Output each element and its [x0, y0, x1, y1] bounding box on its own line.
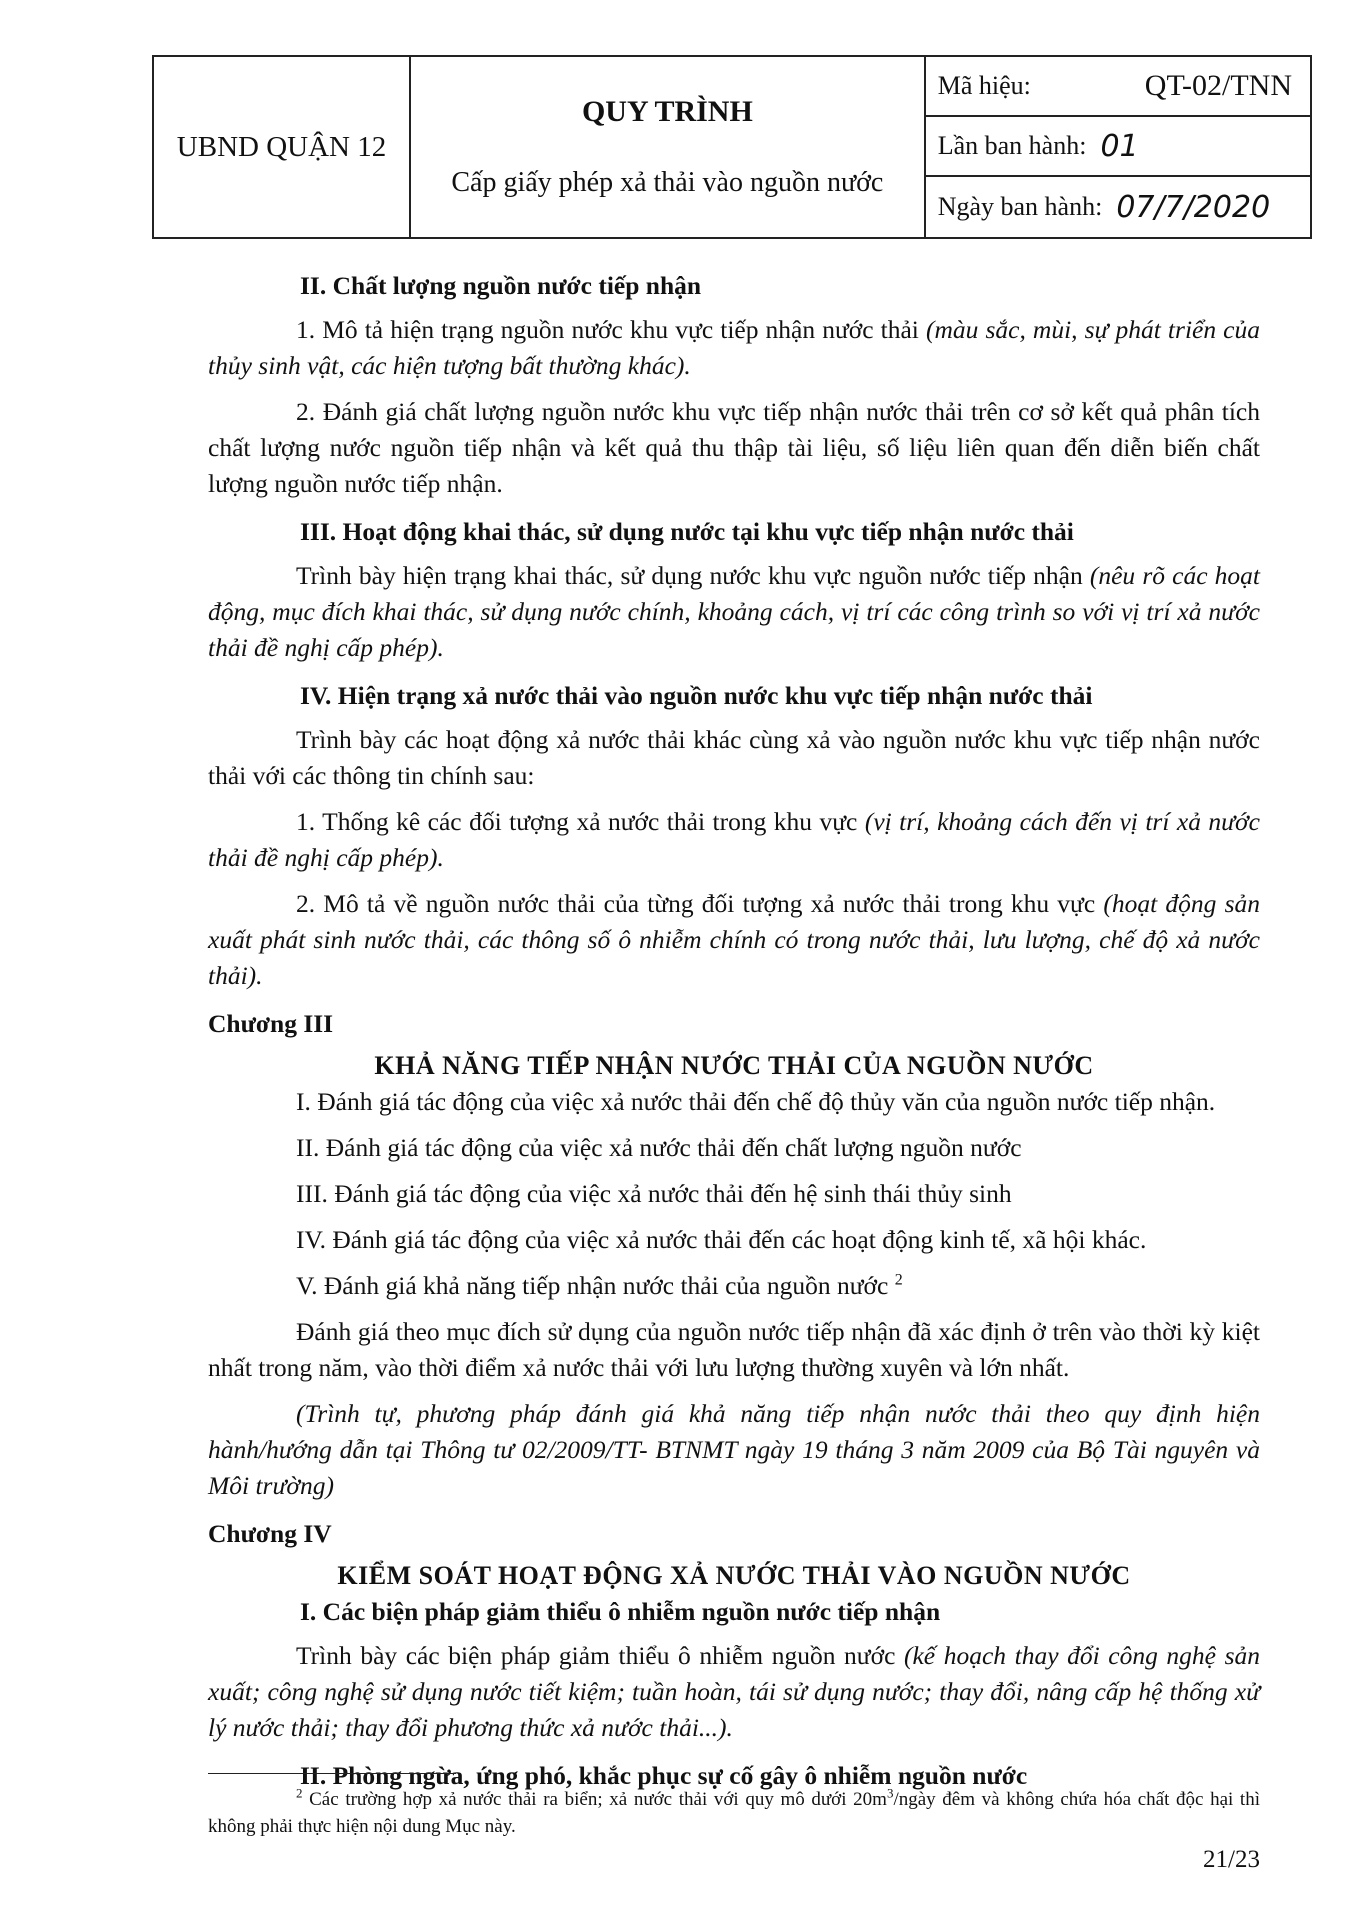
document-type: QUY TRÌNH [581, 95, 753, 128]
code-row [926, 57, 1310, 117]
footnote-separator [208, 1773, 456, 1774]
code-value: QT-02/TNN [1144, 69, 1292, 102]
paragraph: Đánh giá theo mục đích sử dụng của nguồn nước tiếp nhận đã xác định ở trên vào thời kỳ kiệt nhất trong năm, vào thời điểm xả nước thải với lưu lượng thường xuyên và lớn nhất. [208, 1317, 1260, 1382]
document-meta-cell [925, 56, 1311, 238]
paragraph-italic-text: (nêu rõ các hoạt động, mục đích khai thác, sử dụng nước chính, khoảng cách, vị trí các công trình so với vị trí xả nước thải đề nghị cấp phép). [208, 561, 1260, 662]
paragraph-text: Trình bày các biện pháp giảm thiểu ô nhiễm nguồn nước [296, 1641, 904, 1670]
footnote-text: /ngày đêm và không chứa hóa chất độc hại thì không phải thực hiện nội dung Mục này. [208, 1789, 1260, 1837]
chapter-title: KHẢ NĂNG TIẾP NHẬN NƯỚC THẢI CỦA NGUỒN NƯỚC [374, 1051, 1094, 1080]
paragraph [208, 1268, 1260, 1304]
section-heading: III. Hoạt động khai thác, sử dụng nước tại khu vực tiếp nhận nước thải [300, 517, 1074, 546]
footnote-text: Các trường hợp xả nước thải ra biển; xả nước thải với quy mô dưới 20m [302, 1789, 887, 1810]
paragraph: 2. Đánh giá chất lượng nguồn nước khu vực tiếp nhận nước thải trên cơ sở kết quả phân tích chất lượng nước nguồn tiếp nhận và kết quả thu thập tài liệu, số liệu liên quan đến diễn biến chất lượng nguồn nước tiếp nhận. [208, 397, 1260, 498]
page-number: 21/23 [1203, 1846, 1260, 1873]
paragraph-text: V. Đánh giá khả năng tiếp nhận nước thải của nguồn nước [296, 1271, 895, 1300]
paragraph [208, 886, 1260, 994]
paragraph: II. Đánh giá tác động của việc xả nước thải đến chất lượng nguồn nước [296, 1133, 1022, 1162]
date-row [926, 177, 1310, 237]
paragraph-text: 1. Mô tả hiện trạng nguồn nước khu vực tiếp nhận nước thải [296, 315, 926, 344]
footnote-reference: 2 [894, 1271, 903, 1289]
paragraph-italic-text: (vị trí, khoảng cách đến vị trí xả nước thải đề nghị cấp phép). [208, 807, 1260, 872]
paragraph [208, 312, 1260, 384]
paragraph: I. Đánh giá tác động của việc xả nước thải đến chế độ thủy văn của nguồn nước tiếp nhận. [296, 1087, 1216, 1116]
paragraph [208, 804, 1260, 876]
section-heading: I. Các biện pháp giảm thiểu ô nhiễm nguồn nước tiếp nhận [300, 1597, 941, 1626]
paragraph-italic-text: (kế hoạch thay đổi công nghệ sản xuất; công nghệ sử dụng nước tiết kiệm; tuần hoàn, tái sử dụng nước; thay đổi, nâng cấp hệ thống xử lý nước thải; thay đổi phương thức xả nước thải...). [208, 1641, 1260, 1742]
section-heading: IV. Hiện trạng xả nước thải vào nguồn nước khu vực tiếp nhận nước thải [300, 681, 1093, 710]
chapter-title: KIỂM SOÁT HOẠT ĐỘNG XẢ NƯỚC THẢI VÀO NGUỒN NƯỚC [337, 1561, 1131, 1590]
paragraph [208, 558, 1260, 666]
section-heading: II. Chất lượng nguồn nước tiếp nhận [300, 271, 702, 300]
paragraph-text: Trình bày hiện trạng khai thác, sử dụng nước khu vực nguồn nước tiếp nhận [296, 561, 1090, 590]
issue-label: Lần ban hành: [937, 131, 1087, 160]
chapter-label: Chương IV [208, 1519, 332, 1548]
document-title-cell [410, 56, 925, 238]
section-heading: II. Phòng ngừa, ứng phó, khắc phục sự cố gây ô nhiễm nguồn nước [300, 1761, 1028, 1790]
paragraph-italic: (Trình tự, phương pháp đánh giá khả năng tiếp nhận nước thải theo quy định hiện hành/hướng dẫn tại Thông tư 02/2009/TT- BTNMT ngày 19 tháng 3 năm 2009 của Bộ Tài nguyên và Môi trường) [208, 1399, 1260, 1500]
issue-value: 01 [1100, 128, 1139, 164]
document-body [208, 268, 1260, 1794]
paragraph-text: 1. Thống kê các đối tượng xả nước thải trong khu vực [296, 807, 865, 836]
issue-row [926, 117, 1310, 177]
date-value: 07/7/2020 [1116, 189, 1271, 225]
paragraph-italic-text: (màu sắc, mùi, sự phát triển của thủy sinh vật, các hiện tượng bất thường khác). [208, 315, 1260, 380]
document-header-table [152, 55, 1312, 239]
paragraph: IV. Đánh giá tác động của việc xả nước thải đến các hoạt động kinh tế, xã hội khác. [296, 1225, 1147, 1254]
date-label: Ngày ban hành: [937, 192, 1103, 221]
chapter-label: Chương III [208, 1009, 334, 1038]
footnote-mark: 2 [296, 1785, 303, 1801]
paragraph: Trình bày các hoạt động xả nước thải khác cùng xả vào nguồn nước khu vực tiếp nhận nước thải với các thông tin chính sau: [208, 725, 1260, 790]
paragraph: III. Đánh giá tác động của việc xả nước thải đến hệ sinh thái thủy sinh [296, 1179, 1012, 1208]
paragraph-italic-text: (hoạt động sản xuất phát sinh nước thải, các thông số ô nhiễm chính có trong nước thải, lưu lượng, chế độ xả nước thải). [208, 889, 1261, 990]
document-subject: Cấp giấy phép xả thải vào nguồn nước [451, 167, 884, 198]
issuing-organization: UBND QUẬN 12 [153, 56, 410, 238]
paragraph-text: 2. Mô tả về nguồn nước thải của từng đối tượng xả nước thải trong khu vực [296, 889, 1104, 918]
paragraph [208, 1638, 1260, 1746]
footnote [208, 1786, 1260, 1840]
code-label: Mã hiệu: [937, 71, 1031, 100]
footnote-superscript: 3 [886, 1785, 894, 1801]
